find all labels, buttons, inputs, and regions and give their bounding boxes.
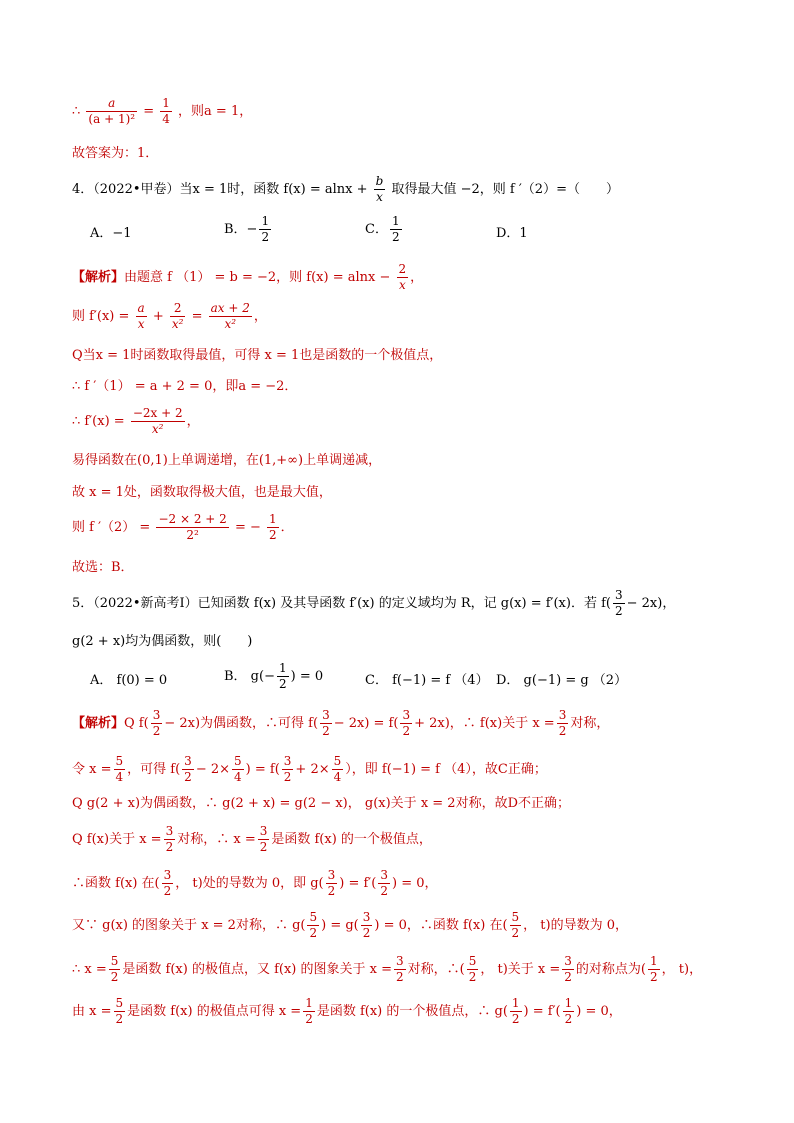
fraction: $\frac{3}{2}$ — [564, 954, 572, 984]
text-run: 是函数 f(x) 的极值点，又 f(x) 的图象关于 x = — [122, 962, 392, 977]
text-run: ，可得 f( — [127, 762, 181, 777]
text-run: ∴函数 f(x) 在( — [72, 876, 160, 891]
text-run: − 2x) = f( — [333, 716, 399, 731]
q4-stem: 4．（2022•甲卷）当x = 1时，函数 f(x) = alnx + $\frac{b}{x}$ 取得最大值 −2，则 f ′（2）=（ ） — [72, 174, 619, 204]
fraction: $\frac{3}{2}$ — [402, 708, 411, 738]
fraction: $\frac{1}{2}$ — [564, 996, 573, 1026]
text-run: Q f( — [124, 716, 149, 731]
fraction: $\frac{5}{2}$ — [110, 954, 119, 984]
text-run: ) = f′( — [339, 876, 377, 891]
s5-line-1 — [72, 708, 609, 739]
fraction: $\frac{1}{4}$ — [162, 96, 170, 126]
s5-line-2 — [72, 754, 547, 785]
fraction: $\frac{5}{2}$ — [511, 910, 520, 940]
s3-line-conclusion: ∴ $\frac{a}{\text{(a + 1)²}}$ = $\frac{1}{4}$ ，则a = 1， — [72, 96, 253, 126]
fraction: $\frac{1}{2}$ — [511, 996, 520, 1026]
text-run: 对称， — [570, 716, 610, 731]
text-run: − 2× — [195, 762, 231, 777]
s4-line-7: 故 x = 1处，函数取得极大值，也是最大值， — [72, 485, 332, 500]
fraction: $\frac{5}{2}$ — [468, 954, 477, 984]
fraction: $\frac{3}{2}$ — [380, 868, 388, 898]
fraction: $\frac{5}{2}$ — [309, 910, 318, 940]
text-run: + 2x)，∴ f(x)关于 x = — [414, 716, 555, 731]
mixed-row — [72, 954, 703, 984]
q5-stem-2: g(2 + x)均为偶函数，则( ) — [72, 634, 253, 649]
text-run: ， t)的导数为 0， — [523, 918, 628, 933]
q5-option-a: A． f(0) = 0 — [90, 673, 168, 688]
s5-line-3: Q g(2 + x)为偶函数，∴ g(2 + x) = g(2 − x)， g(x)关于 x = 2对称，故D不正确； — [72, 796, 570, 811]
text-run: 又∵ g(x) 的图象关于 x = 2对称，∴ g( — [72, 918, 306, 933]
solution-tag: 【解析】 — [72, 270, 125, 285]
s4-line-8: 则 f ′（2） = $\frac{-2 \times 2 + 2}{\text{2²}}$ = − $\frac{1}{2}$ ． — [72, 512, 294, 542]
text-run: ) = 0， — [391, 876, 438, 891]
s5-line-8 — [72, 996, 622, 1027]
mixed-row — [72, 754, 547, 784]
s4-line-5: ∴ f′(x) = $\frac{-2x + 2}{\text{x²}}$ ， — [72, 406, 200, 436]
text-run: 是函数 f(x) 的极值点可得 x = — [127, 1004, 302, 1019]
mixed-row — [72, 824, 432, 854]
mixed-row — [72, 868, 438, 898]
fraction: $\frac{1}{2}$ — [650, 954, 658, 984]
text-run: 由 x = — [72, 1004, 112, 1019]
text-run: 对称，∴( — [407, 962, 465, 977]
s3-answer: 故答案为：1． — [72, 146, 159, 161]
solution-tag: 【解析】 — [72, 716, 125, 731]
s5-line-7 — [72, 954, 702, 985]
s5-line-5 — [72, 868, 438, 899]
s4-line-2: 则 f′(x) = $\frac{a}{x}$ + $\frac{2}{\text{x²}}$ = $\frac{ax + 2}{\text{x²}}$ ， — [72, 301, 267, 331]
text-run: + 2× — [295, 762, 330, 777]
text-run: ) = 0，∴函数 f(x) 在( — [374, 918, 508, 933]
text-run: ) = g( — [321, 918, 359, 933]
text-run: − 2x)为偶函数，∴可得 f( — [164, 716, 319, 731]
fraction: $\frac{5}{4}$ — [115, 754, 124, 784]
s4-line-3: Q当x = 1时函数取得最值，可得 x = 1也是函数的一个极值点， — [72, 348, 443, 363]
fraction: $\frac{3}{2}$ — [165, 824, 174, 854]
q4-option-a: A．−1 — [90, 226, 132, 241]
text-run: ) = f( — [245, 762, 280, 777]
fraction: $\frac{3}{2}$ — [152, 708, 161, 738]
q5-option-b: B． g(− $\frac{1}{2}$ ) = 0 — [224, 661, 324, 691]
q4-option-b: B．− $\frac{1}{2}$ — [224, 214, 270, 244]
fraction: $\frac{3}{2}$ — [396, 954, 404, 984]
fraction: $\frac{3}{2}$ — [362, 910, 371, 940]
text-run: ， t)处的导数为 0，即 g( — [175, 876, 324, 891]
fraction: $\frac{1}{2}$ — [305, 996, 313, 1026]
text-run: ， t)关于 x = — [480, 962, 561, 977]
s4-line-1: 【解析】由题意 f （1） = b = −2，则 f(x) = alnx − $\frac{2}{x}$ ， — [72, 262, 424, 292]
fraction: $\frac{3}{2}$ — [322, 708, 330, 738]
mixed-row — [72, 910, 628, 940]
text-run: ∴ x = — [72, 962, 107, 977]
text-run: 令 x = — [72, 762, 112, 777]
q5-option-d: D． g(−1) = g （2） — [496, 673, 628, 688]
fraction: $\frac{3}{2}$ — [259, 824, 268, 854]
text-run: 对称，∴ x = — [177, 832, 256, 847]
fraction: $\frac{b}{x}$ — [375, 174, 384, 204]
text-run: Q f(x)关于 x = — [72, 832, 162, 847]
text-run: 是函数 f(x) 的一个极值点， — [271, 832, 432, 847]
q4-option-c: C． $\frac{1}{2}$ — [365, 214, 400, 244]
mixed-row — [72, 996, 622, 1026]
text-run: 是函数 f(x) 的一个极值点，∴ g( — [316, 1004, 508, 1019]
fraction: $\frac{5}{2}$ — [115, 996, 124, 1026]
fraction: $\frac{3}{2}$ — [327, 868, 336, 898]
fraction: $\frac{5}{4}$ — [333, 754, 342, 784]
fraction: $\frac{3}{2}$ — [283, 754, 292, 784]
fraction: $\frac{3}{2}$ — [558, 708, 567, 738]
text-run: 的对称点为( — [575, 962, 646, 977]
text-run: ），即 f(−1) = f （4），故C正确； — [345, 762, 547, 777]
fraction: $\frac{3}{2}$ — [184, 754, 192, 784]
q4-option-d: D．1 — [496, 226, 528, 241]
fraction: $\frac{a}{\text{(a + 1)²}}$ — [88, 96, 136, 126]
text-run: ， t)， — [661, 962, 703, 977]
s5-line-6 — [72, 910, 628, 941]
q5-stem-1: 5．（2022•新高考Ⅰ）已知函数 f(x) 及其导函数 f′(x) 的定义域均为 R，记 g(x) = f′(x)．若 f( $\frac{3}{2}$ − 2x)， — [72, 588, 676, 618]
text-run: ) = 0， — [576, 1004, 622, 1019]
mixed-row — [124, 708, 610, 738]
text-run: ) = f′( — [523, 1004, 561, 1019]
s5-line-4 — [72, 824, 432, 855]
fraction: $\frac{3}{2}$ — [163, 868, 172, 898]
s4-line-6: 易得函数在(0,1)上单调递增，在(1,+∞)上单调递减， — [72, 453, 382, 468]
q5-option-c: C． f(−1) = f （4） — [365, 673, 489, 688]
s4-answer: 故选：B． — [72, 560, 134, 575]
s4-line-4: ∴ f ′（1） = a + 2 = 0，即a = −2． — [72, 379, 298, 394]
fraction: $\frac{5}{4}$ — [234, 754, 242, 784]
